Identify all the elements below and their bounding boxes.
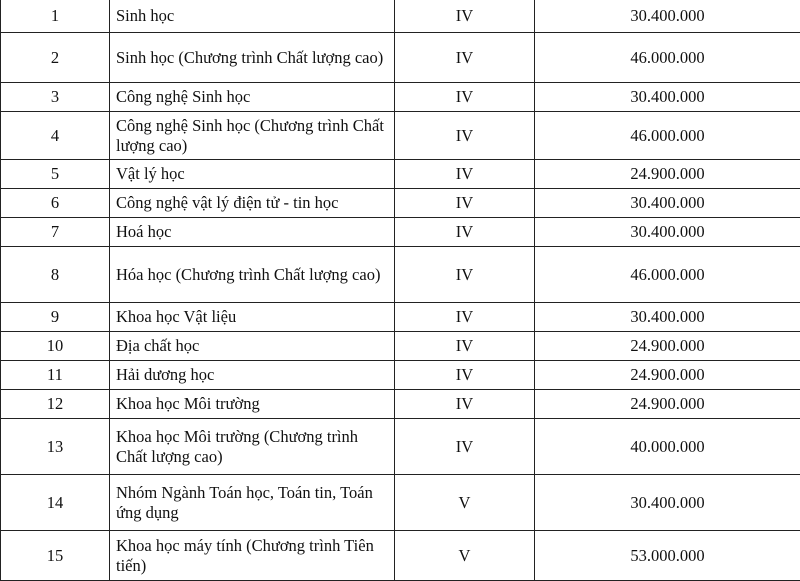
row-number: 13	[1, 419, 110, 475]
row-number: 6	[1, 189, 110, 218]
tuition-fee: 24.900.000	[535, 390, 800, 419]
row-number: 3	[1, 83, 110, 112]
program-level: V	[395, 531, 535, 581]
tuition-fee: 30.400.000	[535, 0, 800, 33]
tuition-fee: 30.400.000	[535, 189, 800, 218]
row-number: 2	[1, 33, 110, 83]
program-name: Khoa học Vật liệu	[110, 303, 395, 332]
row-number: 10	[1, 332, 110, 361]
program-level: IV	[395, 160, 535, 189]
tuition-fee: 24.900.000	[535, 332, 800, 361]
tuition-fee: 40.000.000	[535, 419, 800, 475]
program-name: Nhóm Ngành Toán học, Toán tin, Toán ứng dụng	[110, 475, 395, 531]
row-number: 12	[1, 390, 110, 419]
row-number: 8	[1, 247, 110, 303]
program-level: IV	[395, 83, 535, 112]
program-name: Hóa học (Chương trình Chất lượng cao)	[110, 247, 395, 303]
program-level: IV	[395, 112, 535, 160]
program-name: Địa chất học	[110, 332, 395, 361]
program-name: Khoa học Môi trường (Chương trình Chất lượng cao)	[110, 419, 395, 475]
program-level: IV	[395, 247, 535, 303]
program-level: IV	[395, 189, 535, 218]
table-row	[1, 390, 800, 419]
program-name: Khoa học Môi trường	[110, 390, 395, 419]
program-name: Công nghệ Sinh học (Chương trình Chất lượng cao)	[110, 112, 395, 160]
table-row	[1, 361, 800, 390]
row-number: 14	[1, 475, 110, 531]
row-number: 15	[1, 531, 110, 581]
table-row	[1, 303, 800, 332]
row-number: 1	[1, 0, 110, 33]
table-row	[1, 189, 800, 218]
table-row	[1, 247, 800, 303]
row-number: 4	[1, 112, 110, 160]
program-level: V	[395, 475, 535, 531]
table-row	[1, 332, 800, 361]
tuition-fee: 30.400.000	[535, 218, 800, 247]
table-row	[1, 160, 800, 189]
tuition-fee: 24.900.000	[535, 160, 800, 189]
program-name: Khoa học máy tính (Chương trình Tiên tiến)	[110, 531, 395, 581]
table-row	[1, 0, 800, 33]
row-number: 5	[1, 160, 110, 189]
tuition-fee: 30.400.000	[535, 475, 800, 531]
tuition-fee: 53.000.000	[535, 531, 800, 581]
tuition-fee: 24.900.000	[535, 361, 800, 390]
program-level: IV	[395, 0, 535, 33]
program-level: IV	[395, 390, 535, 419]
program-level: IV	[395, 332, 535, 361]
table-row	[1, 218, 800, 247]
program-level: IV	[395, 419, 535, 475]
program-name: Hải dương học	[110, 361, 395, 390]
program-name: Sinh học (Chương trình Chất lượng cao)	[110, 33, 395, 83]
program-level: IV	[395, 218, 535, 247]
program-name: Công nghệ Sinh học	[110, 83, 395, 112]
program-level: IV	[395, 361, 535, 390]
tuition-fee: 46.000.000	[535, 247, 800, 303]
tuition-fee: 30.400.000	[535, 303, 800, 332]
tuition-fee: 46.000.000	[535, 33, 800, 83]
program-name: Hoá học	[110, 218, 395, 247]
table-row	[1, 419, 800, 475]
program-level: IV	[395, 303, 535, 332]
row-number: 9	[1, 303, 110, 332]
table-row	[1, 112, 800, 160]
tuition-fee: 30.400.000	[535, 83, 800, 112]
row-number: 11	[1, 361, 110, 390]
table-row	[1, 33, 800, 83]
row-number: 7	[1, 218, 110, 247]
program-name: Vật lý học	[110, 160, 395, 189]
tuition-fee: 46.000.000	[535, 112, 800, 160]
program-name: Công nghệ vật lý điện tử - tin học	[110, 189, 395, 218]
table-row	[1, 475, 800, 531]
table-row	[1, 83, 800, 112]
program-name: Sinh học	[110, 0, 395, 33]
program-level: IV	[395, 33, 535, 83]
